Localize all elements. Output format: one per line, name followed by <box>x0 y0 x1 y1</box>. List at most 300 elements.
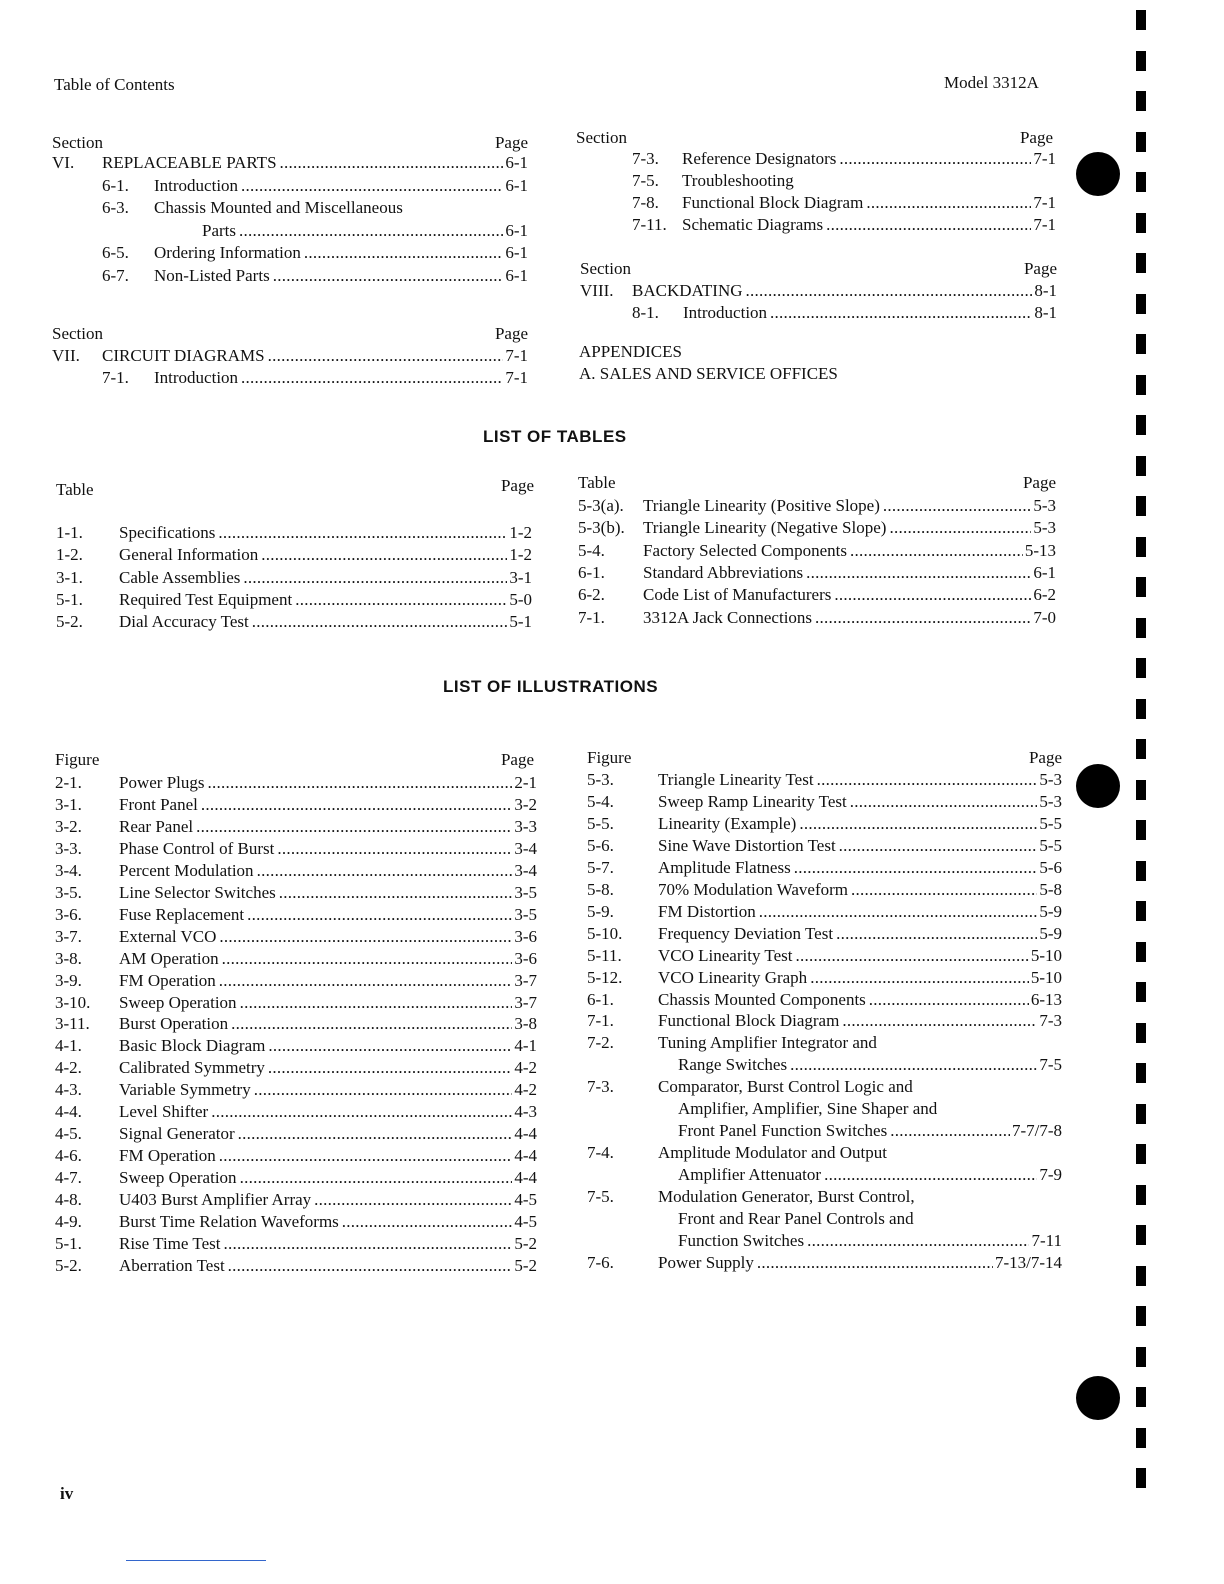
edge-mark <box>1136 496 1146 516</box>
figure-entry <box>587 1120 1062 1142</box>
figure-entry <box>55 882 537 904</box>
entry-page: 6-1 <box>1033 562 1056 582</box>
entry-number: 6-3. <box>102 198 129 218</box>
figure-entry <box>587 1142 1062 1164</box>
entry-page: 6-1 <box>505 220 528 240</box>
entry-title: Basic Block Diagram <box>119 1036 266 1056</box>
dot-leader <box>746 280 1033 302</box>
toc-entry <box>632 214 1056 236</box>
entry-title: Functional Block Diagram <box>658 1011 840 1031</box>
section-column-header <box>576 128 1053 150</box>
entry-title: General Information <box>119 545 259 565</box>
entry-title: Chassis Mounted and Miscellaneous <box>154 198 403 218</box>
dot-leader <box>247 904 512 926</box>
table-entry <box>56 522 532 544</box>
dot-leader <box>806 562 1031 584</box>
list-of-tables-heading: LIST OF TABLES <box>483 427 627 446</box>
entry-page <box>1054 170 1056 192</box>
edge-mark <box>1136 51 1146 71</box>
dot-leader <box>240 992 513 1014</box>
entry-page: 7-1 <box>1033 215 1056 234</box>
entry-page: 6-1 <box>505 243 528 263</box>
entry-page: 7-9 <box>1039 1165 1062 1185</box>
entry-page: 7-0 <box>1033 607 1056 627</box>
entry-number: 5-3(a). <box>578 496 624 515</box>
entry-number: 7-1. <box>587 1011 614 1031</box>
entry-page <box>1060 1186 1062 1208</box>
dot-leader <box>883 495 1031 517</box>
entry-page: 7-1 <box>1033 193 1056 212</box>
dot-leader <box>314 1189 512 1211</box>
dot-leader <box>824 1164 1037 1186</box>
entry-title: Variable Symmetry <box>119 1080 251 1100</box>
entry-title: Modulation Generator, Burst Control, <box>658 1187 915 1207</box>
entry-page <box>526 197 528 219</box>
entry-title: Rear Panel <box>119 816 194 836</box>
edge-mark <box>1136 1387 1146 1407</box>
entry-title: 70% Modulation Waveform <box>658 879 849 899</box>
edge-mark <box>1136 699 1146 719</box>
toc-entry <box>52 152 528 174</box>
edge-mark <box>1136 739 1146 759</box>
dot-leader <box>799 813 1037 835</box>
edge-mark <box>1136 1104 1146 1124</box>
figure-entry <box>55 1035 537 1057</box>
entry-number: 5-2. <box>56 612 83 632</box>
entry-title: Cable Assemblies <box>119 567 241 587</box>
entry-title: Triangle Linearity (Positive Slope) <box>643 496 880 515</box>
entry-page: 4-2 <box>514 1080 537 1100</box>
entry-title: Aberration Test <box>119 1255 225 1275</box>
toc-entry <box>52 265 528 287</box>
toc-entry <box>52 220 528 242</box>
edge-mark <box>1136 253 1146 273</box>
entry-page: 5-1 <box>509 612 532 632</box>
entry-page: 7-5 <box>1039 1055 1062 1075</box>
edge-mark <box>1136 1023 1146 1043</box>
edge-mark <box>1136 780 1146 800</box>
toc-entry <box>580 280 1057 302</box>
dot-leader <box>207 772 512 794</box>
entry-title: AM Operation <box>119 948 219 968</box>
entry-title: Level Shifter <box>119 1102 209 1122</box>
entry-number: 7-3. <box>587 1077 614 1097</box>
figure-entry <box>55 1255 537 1277</box>
entry-number: 6-5. <box>102 243 129 263</box>
dot-leader <box>810 967 1029 989</box>
figure-entry <box>587 1208 1062 1230</box>
entry-number: 7-4. <box>587 1143 614 1163</box>
edge-mark <box>1136 1266 1146 1286</box>
entry-page <box>1060 1098 1062 1120</box>
entry-title: Burst Operation <box>119 1014 229 1034</box>
figure-entry <box>55 948 537 970</box>
figure-entry <box>587 989 1062 1011</box>
dot-leader <box>794 857 1038 879</box>
table-column-header <box>56 476 534 502</box>
figure-entry <box>55 794 537 816</box>
entry-page: 2-1 <box>514 773 537 792</box>
dot-leader <box>850 791 1038 813</box>
entry-number: 6-7. <box>102 266 129 285</box>
entry-title: FM Operation <box>119 970 216 990</box>
entry-title: Comparator, Burst Control Logic and <box>658 1077 913 1097</box>
entry-page: 1-2 <box>509 545 532 565</box>
entry-number: 5-5. <box>587 813 614 833</box>
entry-page: 3-1 <box>509 567 532 587</box>
entry-number: VI. <box>52 153 75 172</box>
binder-hole <box>1076 152 1120 196</box>
figure-entry <box>55 1145 537 1167</box>
edge-mark <box>1136 172 1146 192</box>
dot-leader <box>759 901 1038 923</box>
entry-page: 3-4 <box>514 860 537 880</box>
entry-title: External VCO <box>119 926 217 946</box>
entry-title: Front Panel <box>119 794 198 814</box>
dot-leader <box>218 522 507 544</box>
entry-number: 7-2. <box>587 1033 614 1053</box>
dot-leader <box>223 1233 512 1255</box>
figure-entry <box>55 904 537 926</box>
entry-number: 3-1. <box>56 567 83 587</box>
entry-number: 6-1. <box>102 175 129 195</box>
figure-entry <box>55 816 537 838</box>
entry-page: 5-6 <box>1039 857 1062 877</box>
figure-entry <box>55 1101 537 1123</box>
figure-entry <box>587 1032 1062 1054</box>
entry-page: 7-1 <box>1033 149 1056 168</box>
toc-entry <box>52 197 528 219</box>
entry-page: 6-1 <box>505 266 528 285</box>
list-of-illustrations-heading: LIST OF ILLUSTRATIONS <box>443 677 659 696</box>
figure-entry <box>587 1054 1062 1076</box>
table-entry <box>56 544 532 566</box>
entry-title: Linearity (Example) <box>658 813 797 833</box>
entry-title: Triangle Linearity (Negative Slope) <box>643 518 887 538</box>
entry-number: 5-6. <box>587 835 614 855</box>
edge-mark <box>1136 618 1146 638</box>
entry-number: 5-4. <box>578 540 605 560</box>
dot-leader <box>918 1186 1060 1208</box>
entry-page: 3-4 <box>514 838 537 858</box>
entry-number: 5-7. <box>587 857 614 877</box>
entry-number: 4-8. <box>55 1190 82 1210</box>
entry-title: Rise Time Test <box>119 1233 221 1253</box>
dot-leader <box>279 882 513 904</box>
entry-page <box>1060 1032 1062 1054</box>
entry-page: 5-3 <box>1039 770 1062 789</box>
dot-leader <box>917 1208 1060 1230</box>
entry-page: 4-1 <box>514 1036 537 1056</box>
edge-mark <box>1136 1144 1146 1164</box>
entry-number: 4-2. <box>55 1058 82 1078</box>
entry-page: 3-5 <box>514 882 537 902</box>
edge-mark <box>1136 456 1146 476</box>
entry-number: 3-9. <box>55 970 82 990</box>
entry-number: 3-3. <box>55 838 82 858</box>
entry-number: 7-5. <box>632 171 659 190</box>
page-label: Page <box>1023 259 1057 278</box>
entry-page: 5-2 <box>514 1233 537 1253</box>
entry-number: 3-11. <box>55 1014 90 1034</box>
section-label: Section <box>576 128 627 147</box>
entry-title: Functional Block Diagram <box>682 193 864 212</box>
dot-leader <box>201 794 512 816</box>
dot-leader <box>916 1076 1060 1098</box>
edge-mark <box>1136 577 1146 597</box>
edge-mark <box>1136 294 1146 314</box>
entry-page: 5-3 <box>1039 791 1062 811</box>
entry-page: 4-5 <box>514 1212 537 1231</box>
entry-title: Triangle Linearity Test <box>658 770 814 789</box>
figure-entry <box>587 835 1062 857</box>
entry-page: 7-1 <box>505 346 528 365</box>
entry-page <box>1060 1142 1062 1164</box>
figure-entry <box>587 923 1062 945</box>
footer-rule <box>126 1560 266 1561</box>
entry-number: 3-6. <box>55 904 82 924</box>
entry-number: 3-7. <box>55 926 82 946</box>
edge-mark <box>1136 1306 1146 1326</box>
binder-hole <box>1076 1376 1120 1420</box>
entry-number: 6-1. <box>578 562 605 582</box>
entry-page: 4-2 <box>514 1058 537 1078</box>
entry-page: 4-4 <box>514 1124 537 1144</box>
figure-column-header <box>55 750 534 772</box>
entry-number: VIII. <box>580 281 614 300</box>
table-entry <box>56 611 532 633</box>
entry-number: 3-8. <box>55 948 82 968</box>
entry-number: 4-1. <box>55 1036 82 1056</box>
entry-page: 7-13/7-14 <box>994 1252 1062 1272</box>
entry-number: 5-1. <box>55 1233 82 1253</box>
entry-page: 3-7 <box>514 992 537 1012</box>
figure-entry <box>587 791 1062 813</box>
dot-leader <box>406 197 526 219</box>
entry-title: VCO Linearity Test <box>658 945 793 965</box>
entry-page: 3-2 <box>514 794 537 814</box>
page-label: Page <box>500 476 534 495</box>
dot-leader <box>890 1142 1060 1164</box>
figure-entry <box>55 992 537 1014</box>
entry-title: Range Switches <box>678 1055 788 1075</box>
entry-title: Sweep Ramp Linearity Test <box>658 791 847 811</box>
dot-leader <box>277 838 512 860</box>
page-label: Page <box>1019 128 1053 147</box>
entry-title: Dial Accuracy Test <box>119 612 249 632</box>
figure-column-header <box>587 748 1062 770</box>
entry-page <box>1060 1076 1062 1098</box>
running-header-right: Model 3312A <box>944 73 1039 92</box>
edge-mark <box>1136 537 1146 557</box>
figure-entry <box>587 901 1062 923</box>
entry-number: 3-5. <box>55 882 82 902</box>
entry-title: Burst Time Relation Waveforms <box>119 1212 339 1231</box>
entry-number: 2-1. <box>55 773 82 792</box>
edge-mark <box>1136 820 1146 840</box>
entry-title: Amplitude Modulator and Output <box>658 1143 888 1163</box>
figure-entry <box>55 1013 537 1035</box>
dot-leader <box>757 1252 993 1274</box>
edge-mark <box>1136 861 1146 881</box>
toc-entry <box>52 242 528 264</box>
dot-leader <box>807 1230 1029 1252</box>
dot-leader <box>342 1211 513 1233</box>
figure-entry <box>587 813 1062 835</box>
entry-page: 7-11 <box>1031 1230 1062 1250</box>
dot-leader <box>850 540 1023 562</box>
entry-page: 7-3 <box>1039 1011 1062 1031</box>
entry-title: Schematic Diagrams <box>682 215 824 234</box>
entry-title: Amplifier, Amplifier, Sine Shaper and <box>678 1099 938 1119</box>
edge-mark <box>1136 658 1146 678</box>
dot-leader <box>817 769 1038 791</box>
entry-title: Amplifier Attenuator <box>678 1165 822 1185</box>
entry-title: Introduction <box>154 175 239 195</box>
entry-title: FM Distortion <box>658 901 756 921</box>
page-label: Page <box>494 133 528 152</box>
entry-title: Introduction <box>154 368 239 387</box>
figure-entry <box>587 1186 1062 1208</box>
edge-mark <box>1136 375 1146 395</box>
table-entry <box>578 607 1056 629</box>
dot-leader <box>815 607 1031 629</box>
entry-number: 5-2. <box>55 1255 82 1275</box>
binder-hole <box>1076 764 1120 808</box>
section-label: Section <box>52 133 103 152</box>
figure-entry <box>55 1057 537 1079</box>
section-column-header <box>52 324 528 346</box>
entry-page: 3-5 <box>514 904 537 924</box>
entry-number: 6-1. <box>587 989 614 1009</box>
entry-title: Code List of Manufacturers <box>643 585 832 605</box>
edge-mark <box>1136 1347 1146 1367</box>
page-label: Page <box>1028 748 1062 767</box>
dot-leader <box>295 589 507 611</box>
dot-leader <box>940 1098 1060 1120</box>
entry-title: Power Plugs <box>119 773 205 792</box>
entry-page: 6-1 <box>505 175 528 195</box>
figure-label: Figure <box>587 748 632 767</box>
entry-number: 3-4. <box>55 860 82 880</box>
entry-page: 5-5 <box>1039 813 1062 833</box>
entry-page <box>1060 1208 1062 1230</box>
entry-title: Required Test Equipment <box>119 589 293 609</box>
figure-entry <box>55 860 537 882</box>
entry-number: 3-2. <box>55 816 82 836</box>
figure-label: Figure <box>55 750 100 769</box>
toc-entry <box>52 345 528 367</box>
figure-entry <box>587 1252 1062 1274</box>
entry-title: Signal Generator <box>119 1124 235 1144</box>
entry-title: CIRCUIT DIAGRAMS <box>102 346 265 365</box>
toc-entry <box>632 148 1056 170</box>
entry-title: Sine Wave Distortion Test <box>658 835 836 855</box>
entry-number: 5-12. <box>587 967 623 987</box>
toc-entry <box>632 192 1056 214</box>
entry-page: 8-1 <box>1034 281 1057 300</box>
entry-number: 6-2. <box>578 585 605 605</box>
entry-page: 5-13 <box>1024 540 1056 560</box>
entry-title: Non-Listed Parts <box>154 266 270 285</box>
dot-leader <box>228 1255 513 1277</box>
edge-mark <box>1136 1063 1146 1083</box>
entry-page: 4-3 <box>514 1102 537 1122</box>
table-entry <box>56 567 532 589</box>
appendices-heading: APPENDICES <box>579 342 682 361</box>
entry-page: 5-5 <box>1039 835 1062 855</box>
entry-number: 4-4. <box>55 1102 82 1122</box>
entry-page: 3-8 <box>514 1014 537 1034</box>
entry-page: 5-3 <box>1033 496 1056 515</box>
entry-page: 5-3 <box>1033 518 1056 538</box>
dot-leader <box>219 970 513 992</box>
figure-entry <box>587 857 1062 879</box>
entry-page: 5-10 <box>1030 945 1062 965</box>
dot-leader <box>239 220 503 242</box>
dot-leader <box>795 945 1028 967</box>
dot-leader <box>231 1013 512 1035</box>
figure-entry <box>587 879 1062 901</box>
dot-leader <box>241 175 503 197</box>
entry-title: U403 Burst Amplifier Array <box>119 1190 312 1210</box>
table-entry <box>578 540 1056 562</box>
table-entry <box>578 495 1056 517</box>
edge-mark <box>1136 901 1146 921</box>
entry-page: 5-10 <box>1030 967 1062 987</box>
entry-page: 4-4 <box>514 1146 537 1166</box>
figure-entry <box>587 1230 1062 1252</box>
entry-number: 8-1. <box>632 303 659 322</box>
table-entry <box>578 517 1056 539</box>
entry-title: Power Supply <box>658 1252 754 1272</box>
figure-entry <box>587 945 1062 967</box>
dot-leader <box>268 345 504 367</box>
entry-title: Standard Abbreviations <box>643 562 804 582</box>
entry-number: 4-9. <box>55 1212 82 1231</box>
entry-number: 5-9. <box>587 901 614 921</box>
entry-title: Sweep Operation <box>119 992 237 1012</box>
entry-title: Reference Designators <box>682 149 837 168</box>
figure-entry <box>587 1010 1062 1032</box>
entry-number: 4-7. <box>55 1168 82 1188</box>
entry-page: 6-13 <box>1030 989 1062 1009</box>
entry-number: 5-4. <box>587 791 614 811</box>
entry-number: 5-10. <box>587 923 623 943</box>
entry-number: 7-3. <box>632 149 659 168</box>
dot-leader <box>304 242 504 264</box>
dot-leader <box>836 923 1037 945</box>
entry-title: Front and Rear Panel Controls and <box>678 1209 914 1228</box>
dot-leader <box>790 1054 1037 1076</box>
toc-entry <box>632 170 1056 192</box>
dot-leader <box>866 192 1031 214</box>
toc-entry <box>580 302 1057 324</box>
dot-leader <box>252 611 508 633</box>
dot-leader <box>196 816 512 838</box>
dot-leader <box>254 1079 513 1101</box>
figure-entry <box>587 1098 1062 1120</box>
dot-leader <box>238 1123 513 1145</box>
table-entry <box>578 584 1056 606</box>
running-header-left: Table of Contents <box>54 75 175 94</box>
edge-mark <box>1136 1185 1146 1205</box>
figure-entry <box>55 970 537 992</box>
dot-leader <box>243 567 507 589</box>
entry-page: 5-0 <box>509 589 532 609</box>
entry-number: 7-5. <box>587 1187 614 1207</box>
dot-leader <box>280 152 504 174</box>
